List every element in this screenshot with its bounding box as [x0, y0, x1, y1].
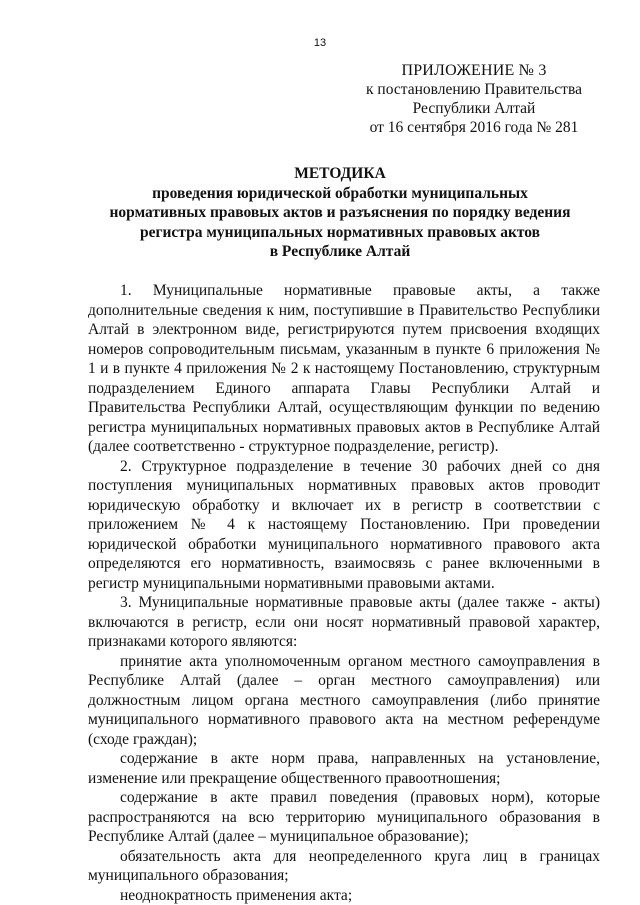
paragraph-2: 2. Структурное подразделение в течение 30 рабочих дней со дня поступления муниципальных нормативных правовых актов проводит юридическую обработку и включает их в регистр в соответствии с приложением № 4 к настоящему Постановлению. При проведении юридической обработки муниципального нормативного правового акта определяются его нормативность, взаимосвязь с ранее включенными в регистр муниципальными нормативными правовыми актами. [88, 457, 600, 592]
criterion-territory: содержание в акте правил поведения (правовых норм), которые распространяются на всю территорию муниципального образования в Республике Алтай (далее – муниципальное образование); [88, 789, 600, 845]
appendix-resolution-ref: к постановлению Правительства [366, 81, 582, 98]
appendix-header [344, 61, 604, 137]
appendix-date: от 16 сентября 2016 года № 281 [369, 119, 579, 136]
page-number: 13 [313, 37, 327, 49]
document-title [60, 164, 620, 262]
paragraph-3: 3. Муниципальные нормативные правовые акты (далее также - акты) включаются в регистр, если они носят нормативный правовой характер, признаками которого являются: [88, 594, 600, 650]
title-line-1: МЕТОДИКА [294, 165, 386, 182]
paragraph-1: 1. Муниципальные нормативные правовые акты, а также дополнительные сведения к ним, поступившие в Правительство Республики Алтай в электронном виде, регистрируются путем присвоения входящих номеров сопроводительным письмам, указанным в пункте 6 приложения № 1 и в пункте 4 приложения № 2 к настоящему Постановлению, структурным подразделением Единого аппарата Главы Республики Алтай и Правительства Республики Алтай, осуществляющим функции по ведению регистра муниципальных нормативных правовых актов в Республике Алтай (далее соответственно - структурное подразделение, регистр). [88, 282, 600, 455]
criterion-obligatory: обязательность акта для неопределенного круга лиц в границах муниципального образования; [88, 847, 600, 884]
criterion-legal-norms: содержание в акте норм права, направленных на установление, изменение или прекращение общественного правоотношения; [88, 750, 600, 787]
appendix-government: Республики Алтай [412, 100, 536, 117]
appendix-number: ПРИЛОЖЕНИЕ № 3 [401, 62, 547, 79]
title-line-4: регистра муниципальных нормативных правовых актов [139, 223, 541, 241]
title-line-3: нормативных правовых актов и разъяснения по порядку ведения [109, 204, 571, 221]
criterion-authority: принятие акта уполномоченным органом местного самоуправления в Республике Алтай (далее – орган местного самоуправления) или должностным лицом органа местного самоуправления (либо принятие муниципального нормативного правового акта на местном референдуме (сходе граждан); [88, 652, 600, 748]
document-body [88, 281, 600, 905]
title-line-5: в Республике Алтай [269, 243, 411, 260]
criterion-repeated-use: неоднократность применения акта; [120, 886, 353, 904]
title-line-2: проведения юридической обработки муниципальных [152, 184, 528, 202]
